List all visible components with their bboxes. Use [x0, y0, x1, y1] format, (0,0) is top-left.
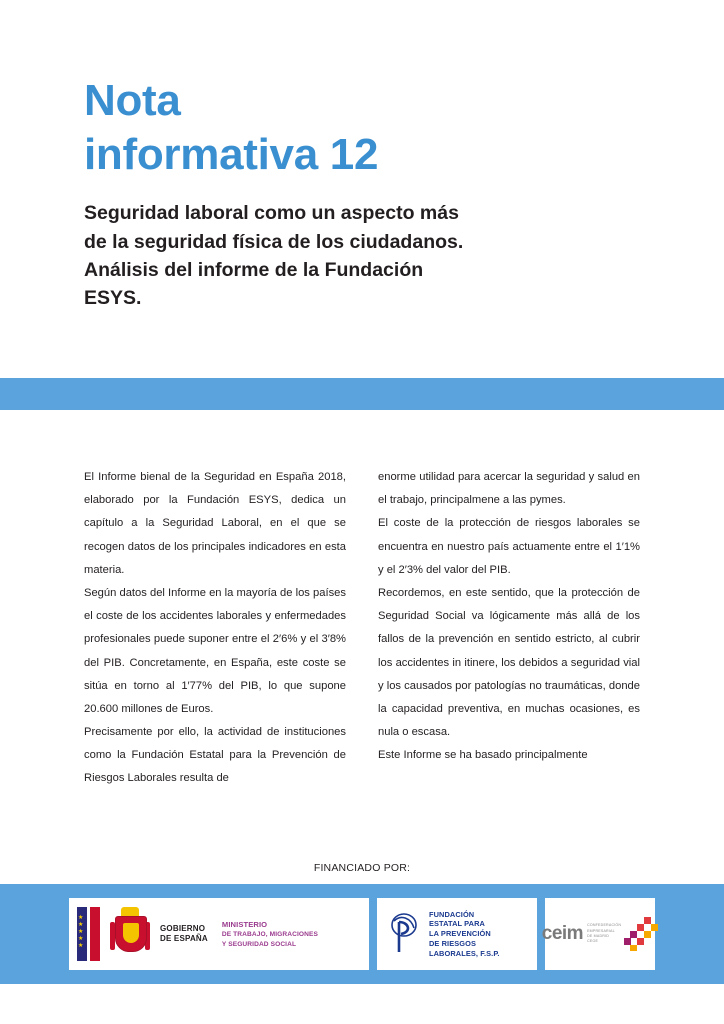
logo-fundacion-estatal: [377, 898, 537, 970]
ceim-sub-4: CEOE: [587, 939, 599, 944]
fundacion-line-3: LA PREVENCIÓN: [429, 929, 491, 939]
ceim-sub-2: EMPRESARIAL: [587, 928, 615, 933]
spain-coat-of-arms-icon: [108, 906, 152, 962]
ministerio-label: [222, 919, 318, 950]
body-column-right: [378, 466, 640, 791]
paragraph: El coste de la protección de riesgos laborales se encuentra en nuestro país actuamente entre el 1′1% y el 2′3% del valor del PIB.: [378, 517, 640, 576]
logo-ceim: [541, 898, 655, 970]
ceim-wordmark: ceim: [541, 923, 584, 944]
paragraph: Recordemos, en este sentido, que la protección de Seguridad Social va lógicamente más allá de los fallos de la prevención en sentido estricto, al cubrir los accidentes in itinere, los debidos a seguridad vial y los causados por patologías no traumáticas, donde la capacidad preventiva, en muchas ocasiones, es nula o escasa.: [378, 586, 640, 739]
ceim-sub-3: DE MADRID: [587, 934, 610, 938]
spain-flag-icon: [90, 907, 100, 961]
footer-logos: [0, 884, 724, 984]
gobierno-line-1: GOBIERNO: [160, 923, 206, 933]
title-block: [84, 74, 504, 312]
paragraph: enorme utilidad para acercar la seguridad y salud en el trabajo, principalmene a las pymes.: [378, 471, 640, 507]
page-title: [84, 74, 504, 181]
paragraph: Según datos del Informe en la mayoría de los países el coste de los accidentes laborales y enfermedades profesionales puede suponer entre el 2′6% y el 3′8% del PIB. Concretamente, en España, este coste se sitúa en torno al 1′77% del PIB, lo que supone 20.600 millones de Euros.: [84, 586, 346, 715]
gobierno-line-2: DE ESPAÑA: [160, 934, 208, 943]
fundacion-line-2: ESTATAL PARA: [429, 919, 485, 929]
title-line-2: informativa 12: [84, 129, 379, 179]
ceim-subtitle: [587, 923, 621, 945]
fundacion-line-5: LABORALES, F.S.P.: [429, 948, 500, 958]
ministerio-line-2: DE TRABAJO, MIGRACIONES: [221, 931, 318, 939]
ministerio-line-3: Y SEGURIDAD SOCIAL: [221, 940, 297, 948]
eu-flag-icon: [77, 907, 87, 961]
paragraph: Este Informe se ha basado principalmente: [378, 749, 588, 762]
logo-gobierno-de-espana: [69, 898, 369, 970]
paragraph: Precisamente por ello, la actividad de instituciones como la Fundación Estatal para la Prevención de Riesgos Laborales resulta de: [84, 726, 346, 785]
body-text-area: [84, 466, 640, 791]
ministerio-line-1: MINISTERIO: [221, 919, 268, 929]
ceim-blocks-icon: [624, 917, 658, 951]
ceim-sub-1: CONFEDERACIÓN: [587, 923, 622, 928]
gobierno-label: [160, 924, 208, 945]
financed-by-label: FINANCIADO POR:: [313, 862, 411, 874]
fundacion-label: [429, 910, 500, 959]
paragraph: El Informe bienal de la Seguridad en España 2018, elaborado por la Fundación ESYS, dedica un capítulo a la Seguridad Laboral, en el que se recogen datos de los principales indicadores en esta materia.: [84, 471, 346, 576]
header-blue-band: [0, 378, 724, 410]
title-line-1: Nota: [84, 76, 181, 125]
page-subtitle: Seguridad laboral como un aspecto más de la seguridad física de los ciudadanos. Análisis del informe de la Fundación ESYS.: [84, 202, 464, 310]
eu-stars-icon: ★ ★ ★ ★ ★: [78, 915, 84, 949]
body-column-left: [84, 466, 346, 791]
fundacion-line-1: FUNDACIÓN: [429, 909, 475, 919]
fundacion-line-4: DE RIESGOS: [429, 938, 476, 948]
fundacion-mark-icon: [387, 912, 421, 956]
